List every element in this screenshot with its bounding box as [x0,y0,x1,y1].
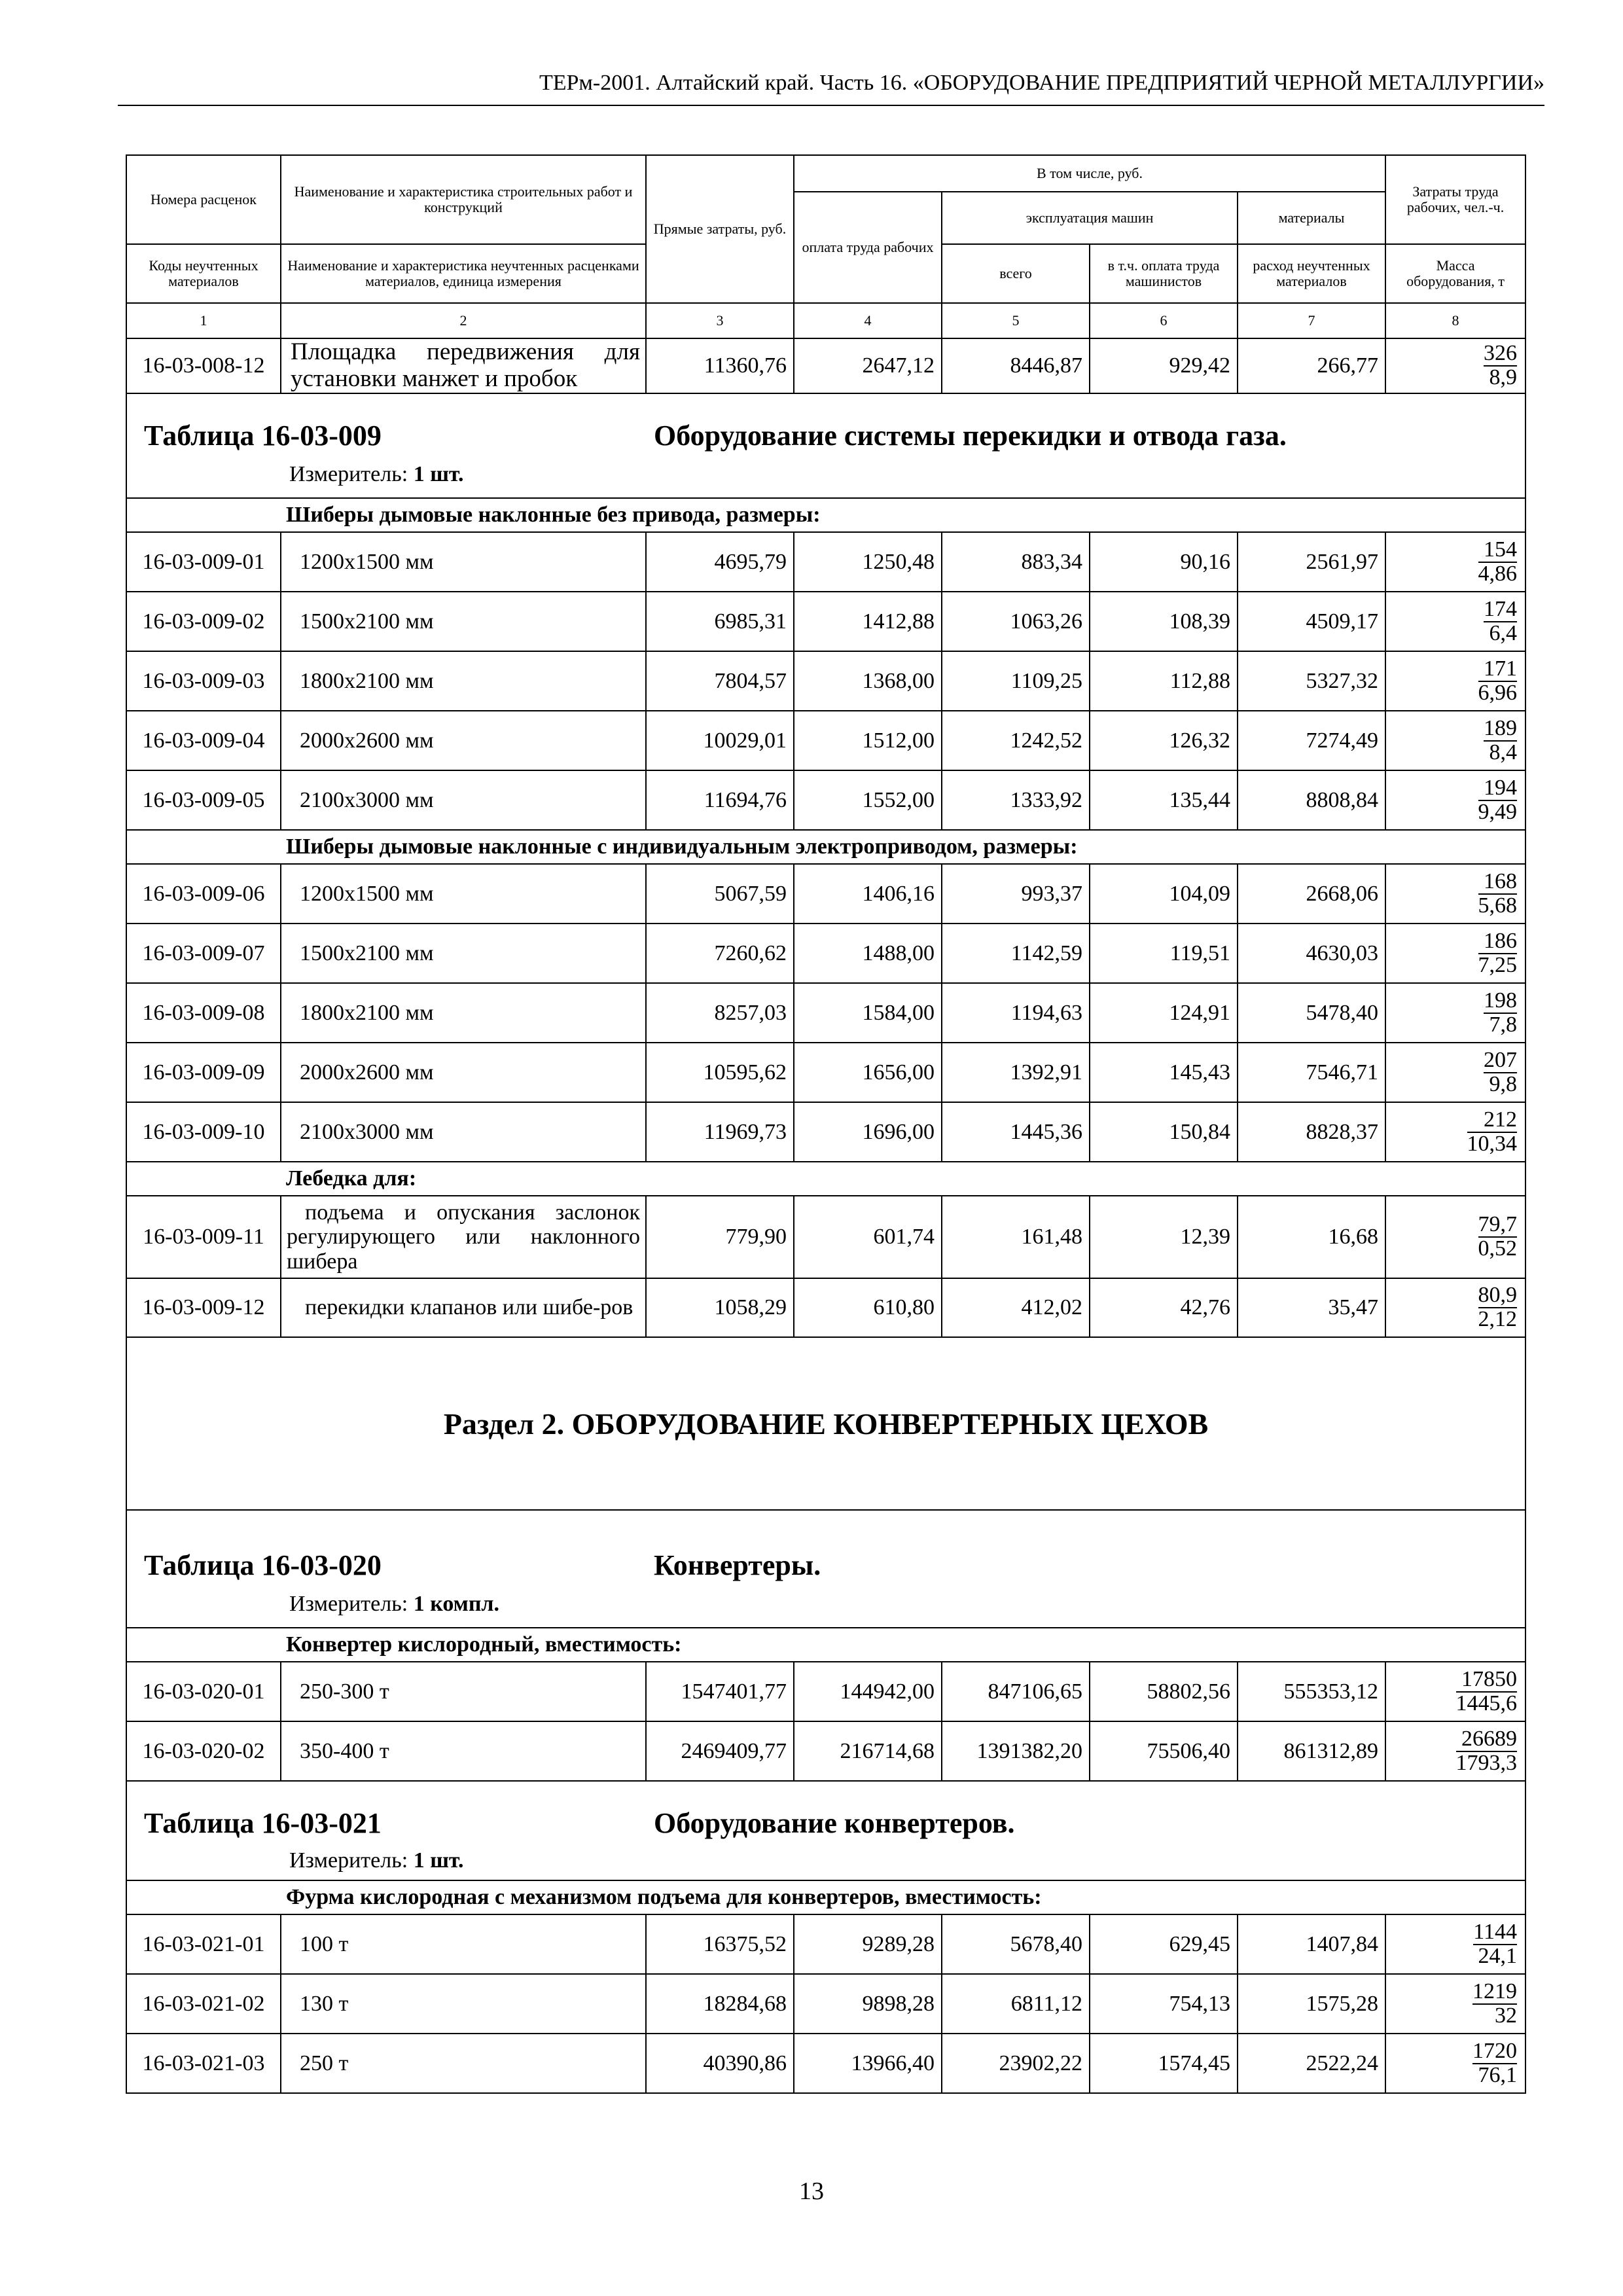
table-row [126,1196,1525,1278]
rate-code: 16-03-009-11 [126,1196,281,1278]
operators-pay: 58802,56 [1090,1662,1238,1721]
col-labor-cost: Затраты труда рабочих, чел.-ч. [1385,155,1525,244]
materials-cost: 266,77 [1238,338,1385,393]
rows-group [126,1662,1525,1781]
rate-code: 16-03-009-08 [126,983,281,1043]
materials-cost: 1575,28 [1238,1974,1385,2034]
machines-total: 23902,22 [942,2034,1090,2093]
operators-pay: 145,43 [1090,1043,1238,1102]
labor-hours: 189 [1484,715,1518,740]
direct-cost: 8257,03 [646,983,794,1043]
materials-cost: 8808,84 [1238,770,1385,830]
direct-cost: 7804,57 [646,651,794,711]
rows-group [126,864,1525,1162]
machines-total: 161,48 [942,1196,1090,1278]
operators-pay: 135,44 [1090,770,1238,830]
labor-mass-fraction [1385,532,1525,592]
group-title: Конвертер кислородный, вместимость: [281,1628,1525,1662]
direct-cost: 7260,62 [646,924,794,983]
measure [289,1848,464,1873]
materials-cost: 555353,12 [1238,1662,1385,1721]
labor-pay: 1368,00 [794,651,942,711]
operators-pay: 629,45 [1090,1914,1238,1974]
equipment-mass: 76,1 [1478,2062,1518,2087]
measure-label: Измеритель: [289,1592,408,1616]
col-number: 5 [942,303,1090,338]
rate-code: 16-03-009-04 [126,711,281,770]
rates-table [126,154,1526,2094]
table-subject: Конвертеры. [654,1549,821,1581]
table-row [126,1102,1525,1162]
section-title: Раздел 2. ОБОРУДОВАНИЕ КОНВЕРТЕРНЫХ ЦЕХОВ [126,1337,1525,1510]
col-unaccounted: расход неучтенных материалов [1238,244,1385,303]
labor-mass-fraction [1385,338,1525,393]
table-row [126,592,1525,651]
group-title: Шиберы дымовые наклонные без привода, размеры: [281,498,1525,532]
measure-label: Измеритель: [289,1848,408,1873]
labor-pay: 9289,28 [794,1914,942,1974]
rate-code: 16-03-020-02 [126,1721,281,1781]
direct-cost: 18284,68 [646,1974,794,2034]
machines-total: 1142,59 [942,924,1090,983]
operators-pay: 12,39 [1090,1196,1238,1278]
rate-name: 2100х3000 мм [281,1102,646,1162]
labor-pay: 1412,88 [794,592,942,651]
labor-mass-fraction [1385,1662,1525,1721]
col-code-bottom: Коды неучтенных материалов [126,244,281,303]
table-row [126,1721,1525,1781]
table-row [126,770,1525,830]
rate-code: 16-03-009-10 [126,1102,281,1162]
materials-cost: 35,47 [1238,1278,1385,1337]
rate-name: 2000х2600 мм [281,711,646,770]
labor-hours: 194 [1478,777,1518,801]
group-row [126,1162,1525,1196]
machines-total: 847106,65 [942,1662,1090,1721]
body [126,1781,1525,1914]
group-row [126,498,1525,532]
rate-code: 16-03-009-12 [126,1278,281,1337]
labor-mass-fraction [1385,1043,1525,1102]
table-title: Таблица 16-03-021 [144,1807,382,1839]
machines-total: 1109,25 [942,651,1090,711]
table-subject: Оборудование конвертеров. [654,1807,1015,1839]
labor-hours: 26689 [1456,1728,1518,1752]
equipment-mass: 1793,3 [1455,1750,1518,1775]
rows-group [126,1914,1525,2093]
labor-mass-fraction [1385,2034,1525,2093]
table-row [126,864,1525,924]
rate-code: 16-03-009-06 [126,864,281,924]
equipment-mass: 24,1 [1478,1943,1518,1968]
machines-total: 1333,92 [942,770,1090,830]
operators-pay: 124,91 [1090,983,1238,1043]
machines-total: 5678,40 [942,1914,1090,1974]
table-header [126,155,1525,338]
page-number: 13 [799,2178,824,2205]
measure-value: 1 компл. [413,1592,500,1616]
col-code-top: Номера расценок [126,155,281,244]
measure [289,1592,499,1617]
rate-name: Площадка передвижения для установки манжет и пробок [281,338,646,393]
table-009-heading [126,393,1525,498]
labor-pay: 1656,00 [794,1043,942,1102]
table-row [126,983,1525,1043]
section-row [126,1337,1525,1510]
labor-hours: 174 [1484,596,1518,621]
operators-pay: 90,16 [1090,532,1238,592]
labor-hours: 154 [1478,539,1518,563]
col-incl: В том числе, руб. [794,155,1385,192]
table-row [126,1662,1525,1721]
operators-pay: 104,09 [1090,864,1238,924]
table-020-heading [126,1510,1525,1628]
table-row [126,532,1525,592]
rate-name: 250-300 т [281,1662,646,1721]
rate-code: 16-03-009-01 [126,532,281,592]
equipment-mass: 32 [1495,2003,1518,2028]
labor-pay: 9898,28 [794,1974,942,2034]
group-row [126,830,1525,864]
table-title: Таблица 16-03-009 [144,420,382,452]
rate-name: 2000х2600 мм [281,1043,646,1102]
equipment-mass: 6,96 [1478,680,1518,705]
labor-pay: 1406,16 [794,864,942,924]
table-subject: Оборудование системы перекидки и отвода газа. [654,420,1287,452]
operators-pay: 42,76 [1090,1278,1238,1337]
col-operators: в т.ч. оплата труда машинистов [1090,244,1238,303]
rate-name: 100 т [281,1914,646,1974]
col-machines: эксплуатация машин [942,192,1238,244]
body [126,830,1525,864]
equipment-mass: 7,8 [1489,1012,1518,1037]
materials-cost: 861312,89 [1238,1721,1385,1781]
labor-hours: 80,9 [1478,1283,1518,1308]
equipment-mass: 10,34 [1467,1131,1518,1156]
measure-label: Измеритель: [289,462,408,486]
materials-cost: 2561,97 [1238,532,1385,592]
machines-total: 1194,63 [942,983,1090,1043]
equipment-mass: 9,8 [1489,1071,1518,1096]
labor-mass-fraction [1385,651,1525,711]
machines-total: 1242,52 [942,711,1090,770]
labor-mass-fraction [1385,1914,1525,1974]
equipment-mass: 5,68 [1478,893,1518,918]
rate-name: 250 т [281,2034,646,2093]
rate-code: 16-03-009-02 [126,592,281,651]
rate-code: 16-03-020-01 [126,1662,281,1721]
measure-value: 1 шт. [413,1848,464,1873]
direct-cost: 11694,76 [646,770,794,830]
labor-hours: 326 [1484,341,1518,366]
direct-cost: 1058,29 [646,1278,794,1337]
machines-total: 8446,87 [942,338,1090,393]
labor-mass-fraction [1385,1102,1525,1162]
col-number: 1 [126,303,281,338]
rate-code: 16-03-021-01 [126,1914,281,1974]
col-number: 7 [1238,303,1385,338]
labor-hours: 207 [1484,1047,1518,1072]
direct-cost: 1547401,77 [646,1662,794,1721]
labor-pay: 13966,40 [794,2034,942,2093]
rate-name: 130 т [281,1974,646,2034]
col-number: 2 [281,303,646,338]
materials-cost: 5478,40 [1238,983,1385,1043]
direct-cost: 6985,31 [646,592,794,651]
materials-cost: 7274,49 [1238,711,1385,770]
equipment-mass: 2,12 [1478,1307,1518,1331]
labor-mass-fraction [1385,1196,1525,1278]
operators-pay: 112,88 [1090,651,1238,711]
labor-hours: 17850 [1456,1668,1518,1693]
labor-hours: 168 [1478,870,1518,895]
table-row [126,338,1525,393]
group-row [126,1880,1525,1914]
materials-cost: 4509,17 [1238,592,1385,651]
labor-hours: 212 [1467,1109,1518,1133]
materials-cost: 4630,03 [1238,924,1385,983]
rate-name: 1500х2100 мм [281,924,646,983]
labor-mass-fraction [1385,592,1525,651]
materials-cost: 5327,32 [1238,651,1385,711]
direct-cost: 11360,76 [646,338,794,393]
measure [289,462,464,487]
rate-name: 1800х2100 мм [281,983,646,1043]
col-number: 8 [1385,303,1525,338]
rows-group [126,532,1525,830]
labor-hours: 1219 [1472,1979,1518,2003]
operators-pay: 75506,40 [1090,1721,1238,1781]
equipment-mass: 1445,6 [1455,1691,1518,1715]
col-number: 3 [646,303,794,338]
col-total: всего [942,244,1090,303]
body [126,338,1525,532]
rate-code: 16-03-021-03 [126,2034,281,2093]
machines-total: 1391382,20 [942,1721,1090,1781]
labor-mass-fraction [1385,1278,1525,1337]
machines-total: 1392,91 [942,1043,1090,1102]
col-mass: Масса оборудования, т [1385,244,1525,303]
labor-hours: 186 [1478,930,1518,954]
machines-total: 993,37 [942,864,1090,924]
group-title: Лебедка для: [281,1162,1525,1196]
page-header: ТЕРм-2001. Алтайский край. Часть 16. «ОБОРУДОВАНИЕ ПРЕДПРИЯТИЙ ЧЕРНОЙ МЕТАЛЛУРГИИ» [118,71,1544,106]
labor-hours: 1720 [1472,2038,1518,2063]
machines-total: 412,02 [942,1278,1090,1337]
labor-mass-fraction [1385,711,1525,770]
table-row [126,1043,1525,1102]
labor-hours: 171 [1478,658,1518,682]
operators-pay: 754,13 [1090,1974,1238,2034]
rate-name: перекидки клапанов или шибе-ров [281,1278,646,1337]
labor-pay: 1512,00 [794,711,942,770]
operators-pay: 1574,45 [1090,2034,1238,2093]
direct-cost: 2469409,77 [646,1721,794,1781]
labor-pay: 2647,12 [794,338,942,393]
labor-pay: 216714,68 [794,1721,942,1781]
equipment-mass: 4,86 [1478,561,1518,586]
col-number: 6 [1090,303,1238,338]
labor-pay: 1552,00 [794,770,942,830]
col-number: 4 [794,303,942,338]
labor-mass-fraction [1385,983,1525,1043]
rate-name: 2100х3000 мм [281,770,646,830]
labor-pay: 601,74 [794,1196,942,1278]
labor-pay: 1696,00 [794,1102,942,1162]
rate-code: 16-03-009-03 [126,651,281,711]
rate-name: подъема и опускания заслонок регулирующего или наклонного шибера [281,1196,646,1278]
operators-pay: 126,32 [1090,711,1238,770]
rate-code: 16-03-008-12 [126,338,281,393]
rate-name: 1200х1500 мм [281,864,646,924]
operators-pay: 119,51 [1090,924,1238,983]
rate-name: 1800х2100 мм [281,651,646,711]
direct-cost: 40390,86 [646,2034,794,2093]
operators-pay: 929,42 [1090,338,1238,393]
table-row [126,1278,1525,1337]
labor-pay: 1250,48 [794,532,942,592]
table-title: Таблица 16-03-020 [144,1549,382,1581]
rate-code: 16-03-009-07 [126,924,281,983]
operators-pay: 108,39 [1090,592,1238,651]
labor-hours: 1144 [1473,1919,1518,1944]
labor-mass-fraction [1385,1974,1525,2034]
table-021-heading [126,1781,1525,1880]
table-row [126,1914,1525,1974]
col-materials: материалы [1238,192,1385,244]
labor-mass-fraction [1385,924,1525,983]
direct-cost: 10595,62 [646,1043,794,1102]
rate-name: 350-400 т [281,1721,646,1781]
col-name-bottom: Наименование и характеристика неучтенных расценками материалов, единица измерения [281,244,646,303]
table-row [126,711,1525,770]
materials-cost: 16,68 [1238,1196,1385,1278]
labor-pay: 1584,00 [794,983,942,1043]
labor-mass-fraction [1385,864,1525,924]
labor-pay: 610,80 [794,1278,942,1337]
labor-hours: 198 [1484,988,1518,1013]
group-row [126,1628,1525,1662]
direct-cost: 5067,59 [646,864,794,924]
table-row [126,651,1525,711]
machines-total: 6811,12 [942,1974,1090,2034]
body [126,1162,1525,1662]
equipment-mass: 7,25 [1478,952,1518,977]
rate-code: 16-03-009-05 [126,770,281,830]
labor-hours: 79,7 [1478,1212,1518,1237]
operators-pay: 150,84 [1090,1102,1238,1162]
table-row [126,924,1525,983]
group-title: Шиберы дымовые наклонные с индивидуальным электроприводом, размеры: [281,830,1525,864]
col-name-top: Наименование и характеристика строительных работ и конструкций [281,155,646,244]
machines-total: 883,34 [942,532,1090,592]
labor-pay: 144942,00 [794,1662,942,1721]
direct-cost: 10029,01 [646,711,794,770]
direct-cost: 11969,73 [646,1102,794,1162]
materials-cost: 8828,37 [1238,1102,1385,1162]
materials-cost: 1407,84 [1238,1914,1385,1974]
equipment-mass: 0,52 [1478,1236,1518,1261]
col-labor: оплата труда рабочих [794,192,942,303]
rate-name: 1200х1500 мм [281,532,646,592]
machines-total: 1445,36 [942,1102,1090,1162]
group-title: Фурма кислородная с механизмом подъема для конвертеров, вместимость: [281,1880,1525,1914]
measure-value: 1 шт. [413,462,464,486]
labor-mass-fraction [1385,770,1525,830]
machines-total: 1063,26 [942,592,1090,651]
table-row [126,1974,1525,2034]
materials-cost: 7546,71 [1238,1043,1385,1102]
equipment-mass: 8,9 [1489,365,1518,389]
rate-name: 1500х2100 мм [281,592,646,651]
equipment-mass: 6,4 [1489,620,1518,645]
materials-cost: 2668,06 [1238,864,1385,924]
direct-cost: 16375,52 [646,1914,794,1974]
labor-pay: 1488,00 [794,924,942,983]
direct-cost: 4695,79 [646,532,794,592]
col-direct: Прямые затраты, руб. [646,155,794,303]
rates-table-wrapper [126,154,1525,2094]
labor-mass-fraction [1385,1721,1525,1781]
table-row [126,2034,1525,2093]
equipment-mass: 8,4 [1489,740,1518,764]
equipment-mass: 9,49 [1478,799,1518,824]
rate-code: 16-03-021-02 [126,1974,281,2034]
materials-cost: 2522,24 [1238,2034,1385,2093]
rate-code: 16-03-009-09 [126,1043,281,1102]
direct-cost: 779,90 [646,1196,794,1278]
